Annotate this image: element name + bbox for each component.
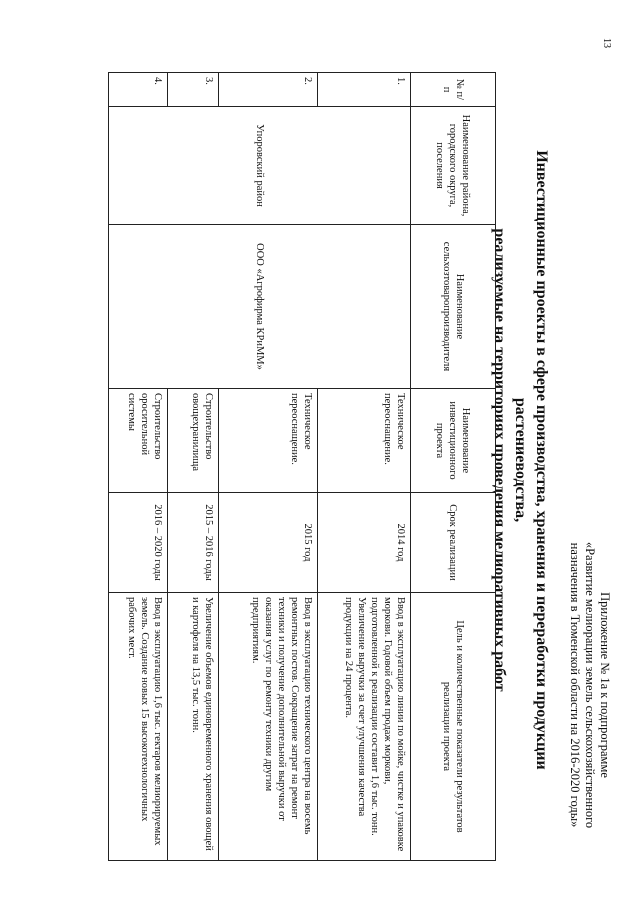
header-period: Срок реализации [411,493,496,593]
goal-cell: Ввод в эксплуатацию технического центра на восемь ремонтных постов. Сокращение затрат на ремонт техники и получение дополнительной выручки от оказания услуг по ремонту техники другим предприятиям. [219,593,318,861]
district-cell: Упоровский район [109,107,411,225]
page-number: 13 [601,38,612,48]
project-cell: Строительство оросительной системы [109,389,168,493]
period-cell: 2014 год [318,493,411,593]
period-cell: 2015 год [219,493,318,593]
appendix-line-3: назначения в Тюменской области на 2016-2020 годы» [568,542,582,828]
row-num: 2. [219,73,318,107]
document-title [489,100,552,820]
project-cell: Строительство овощехранилища [168,389,219,493]
producer-cell: ООО «Агрофирма КРиММ» [109,225,411,389]
project-cell: Техническое переоснащение. [219,389,318,493]
projects-table [108,72,496,861]
row-num: 3. [168,73,219,107]
header-district: Наименование района, городского округа, поселения [411,107,496,225]
title-line-1: Инвестиционные проекты в сфере производства, хранения и переработки продукции растениеводства, [512,150,550,770]
appendix-line-2: «Развитие мелиорации земель сельскохозяйственного [583,541,597,829]
appendix-note [567,505,612,865]
period-cell: 2015 – 2016 годы [168,493,219,593]
project-cell: Техническое переоснащение. [318,389,411,493]
table-row [318,73,411,861]
header-num: № п/п [411,73,496,107]
goal-cell: Ввод в эксплуатацию 1,6 тыс. гектаров мелиорируемых земель. Создание новых 15 высокотехнологичных рабочих мест. [109,593,168,861]
header-producer: Наименование сельхозтоваропроизводителя [411,225,496,389]
title-line-2: реализуемые на территориях проведения мелиоративных работ [491,228,508,692]
period-cell: 2016 – 2020 годы [109,493,168,593]
appendix-line-1: Приложение № 1а к подпрограмме [598,592,612,778]
header-goal: Цель и количественные показатели результатов реализации проекта [411,593,496,861]
goal-cell: Увеличение объемов единовременного хранения овощей и картофеля на 13,5 тыс. тонн. [168,593,219,861]
table-header-row [411,73,496,861]
goal-cell: Ввод в эксплуатацию линии по мойке, чистке и упаковке моркови. Годовой объем продаж моркови, подготовленной к реализации составит 1,6 тыс. тонн. Увеличение выручки за счет улучшения качества продукции на 24 процента. [318,593,411,861]
header-project: Наименование инвестиционного проекта [411,389,496,493]
row-num: 1. [318,73,411,107]
row-num: 4. [109,73,168,107]
